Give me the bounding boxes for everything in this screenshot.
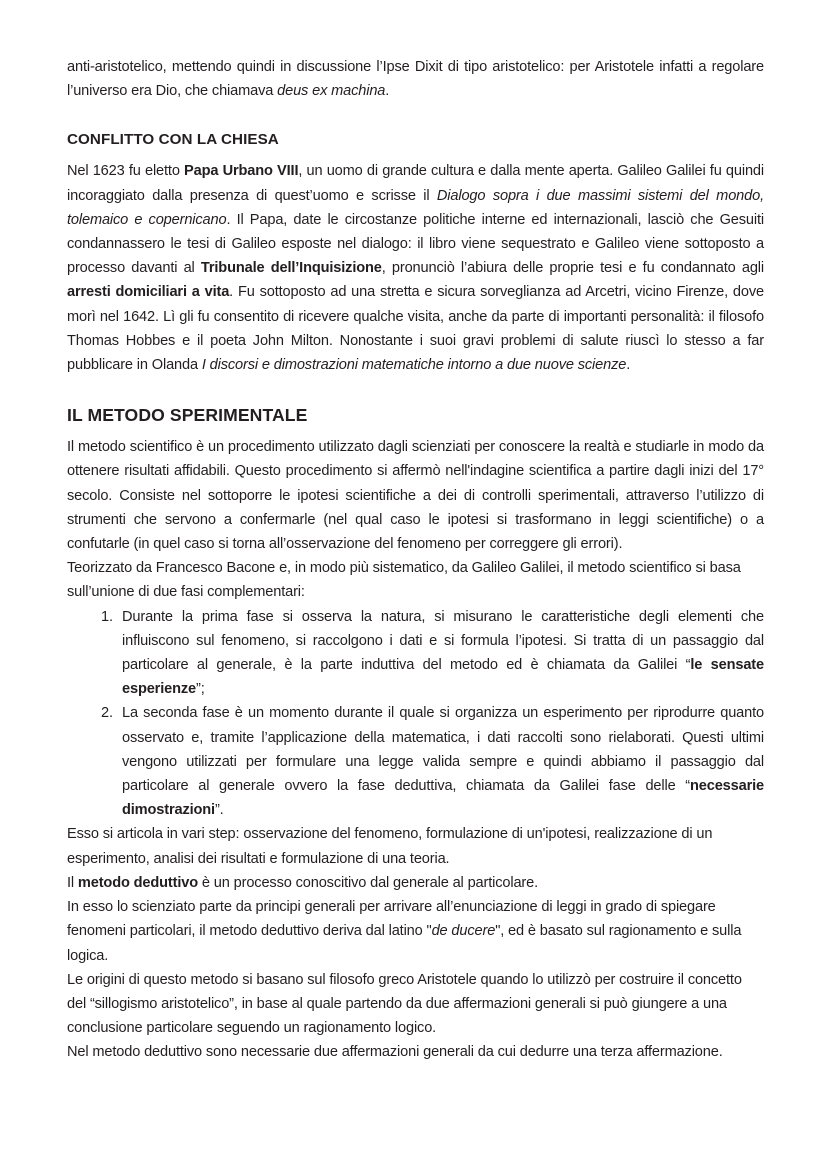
intro-run-1: anti-aristotelico, mettendo quindi in discussione l’Ipse Dixit di tipo aristotelico: per Aristotele infatti a regolare l’universo era Dio, che chiamava	[67, 59, 764, 100]
fase1-bold-le-sensate-esperienze: le sensate esperienze	[122, 657, 764, 698]
paragraph-teorizzato-bacone: Teorizzato da Francesco Bacone e, in modo più sistematico, da Galileo Galilei, il metodo scientifico si basa sull’unione di due fasi complementari:	[67, 560, 741, 601]
spacer	[67, 427, 764, 435]
deducere-run-1: In esso lo scienziato parte da principi generali per arrivare all’enunciazione di leggi in grado di spiegare fenomeni particolari, il metodo deduttivo deriva dal latino "	[67, 899, 716, 940]
chiesa-run-7: , pronunciò l’abiura delle proprie tesi e fu condannato agli	[381, 260, 764, 277]
intro-italic-deus-ex-machina: deus ex machina	[277, 83, 386, 100]
deducere-run-3: ", ed è basato sul ragionamento e sulla logica.	[67, 923, 742, 964]
deduttivo-run-1: Il	[67, 874, 78, 891]
chiesa-italic-discorsi-title: I discorsi e dimostrazioni matematiche intorno a due nuove scienze	[201, 357, 627, 374]
fase1-run-1: Durante la prima fase si osserva la natura, si misurano le caratteristiche degli elementi che influiscono sul fenomeno, si raccolgono i dati e si formula l’ipotesi. Si tratta di un passaggio dal particolare al generale, è la parte induttiva del metodo ed è chiamata da Galilei “	[122, 608, 764, 674]
paragraph-due-affermazioni: Nel metodo deduttivo sono necessarie due affermazioni generali da cui dedurre una terza affermazione.	[67, 1044, 723, 1061]
fase1-run-3: ”;	[195, 681, 205, 698]
deduttivo-run-3: è un processo conoscitivo dal generale al particolare.	[198, 874, 539, 891]
fase2-run-1: La seconda fase è un momento durante il quale si organizza un esperimento per riprodurre quanto osservato e, tramite l’applicazione della matematica, i dati raccolti sono rielaborati. Questi ultimi vengono utilizzati per formulare una legge valida sempre e quindi abbiamo il passaggio dal particolare al generale ovvero la fase deduttiva, chiamata da Galilei fase delle “	[122, 705, 764, 795]
heading-il-metodo-sperimentale: IL METODO SPERIMENTALE	[67, 405, 308, 426]
intro-run-3: .	[385, 83, 390, 100]
chiesa-bold-tribunale-inquisizione: Tribunale dell’Inquisizione	[200, 260, 382, 277]
paragraph-conflitto-chiesa	[67, 159, 764, 377]
chiesa-run-3: , un uomo di grande cultura e dalla mente aperta. Galileo Galilei fu quindi incoraggiato dalla presenza di quest’uomo e scrisse il	[67, 163, 764, 204]
chiesa-bold-arresti-domiciliari: arresti domiciliari a vita	[67, 284, 230, 301]
spacer	[67, 103, 764, 129]
paragraph-origini-aristotele: Le origini di questo metodo si basano sul filosofo greco Aristotele quando lo utilizzò per costruire il concetto del “sillogismo aristotelico”, in base al quale partendo da due affermazioni generali si può giungere a una conclusione particolare seguendo un ragionamento logico.	[67, 971, 742, 1037]
intro-paragraph	[67, 55, 764, 103]
heading-conflitto-con-la-chiesa: CONFLITTO CON LA CHIESA	[67, 131, 279, 149]
chiesa-italic-dialogo-title: Dialogo sopra i due massimi sistemi del mondo, tolemaico e copernicano	[67, 187, 764, 228]
fase2-run-3: ”.	[214, 802, 224, 819]
spacer	[67, 151, 764, 159]
list-item	[67, 701, 764, 822]
list-item	[67, 605, 764, 702]
fase2-bold-necessarie-dimostrazioni: necessarie dimostrazioni	[122, 778, 764, 819]
chiesa-run-5: . Il Papa, date le circostanze politiche interne ed internazionali, lasciò che Gesuiti condannassero le tesi di Galileo esposte nel dialogo: il libro viene sequestrato e Galileo viene sottoposto a processo davanti al	[67, 211, 764, 277]
document-content	[67, 55, 764, 1065]
fasi-list	[67, 605, 764, 823]
deducere-italic-de-ducere: de ducere	[431, 923, 496, 940]
paragraph-metodo-deduttivo-def	[67, 871, 764, 895]
spacer	[67, 377, 764, 403]
paragraph-vari-step: Esso si articola in vari step: osservazione del fenomeno, formulazione di un'ipotesi, realizzazione di un esperimento, analisi dei risultati e formulazione di una teoria.	[67, 826, 713, 867]
chiesa-run-11: .	[626, 357, 631, 374]
chiesa-bold-papa-urbano: Papa Urbano VIII	[184, 163, 299, 180]
paragraph-principi-generali	[67, 895, 764, 968]
deduttivo-bold-metodo-deduttivo: metodo deduttivo	[77, 874, 199, 891]
chiesa-run-1: Nel 1623 fu eletto	[67, 163, 185, 180]
paragraph-metodo-scientifico: Il metodo scientifico è un procedimento utilizzato dagli scienziati per conoscere la realtà e studiarle in modo da ottenere risultati affidabili. Questo procedimento si affermò nell'indagine scientifica a partire dagli inizi del 17° secolo. Consiste nel sottoporre le ipotesi scientifiche a dei di controlli sperimentali, attraverso l’utilizzo di strumenti che servono a confermarle (nel qual caso le ipotesi si trasformano in leggi scientifiche) o a confutarle (in quel caso si torna all’osservazione del fenomeno per correggere gli errori).	[67, 439, 764, 553]
chiesa-run-9: . Fu sottoposto ad una stretta e sicura sorveglianza ad Arcetri, vicino Firenze, dove morì nel 1642. Lì gli fu consentito di ricevere qualche visita, anche da parte di importanti personalità: il filosofo Thomas Hobbes e il poeta John Milton. Nonostante i suoi gravi problemi di salute riuscì lo stesso a far pubblicare in Olanda	[67, 284, 764, 374]
